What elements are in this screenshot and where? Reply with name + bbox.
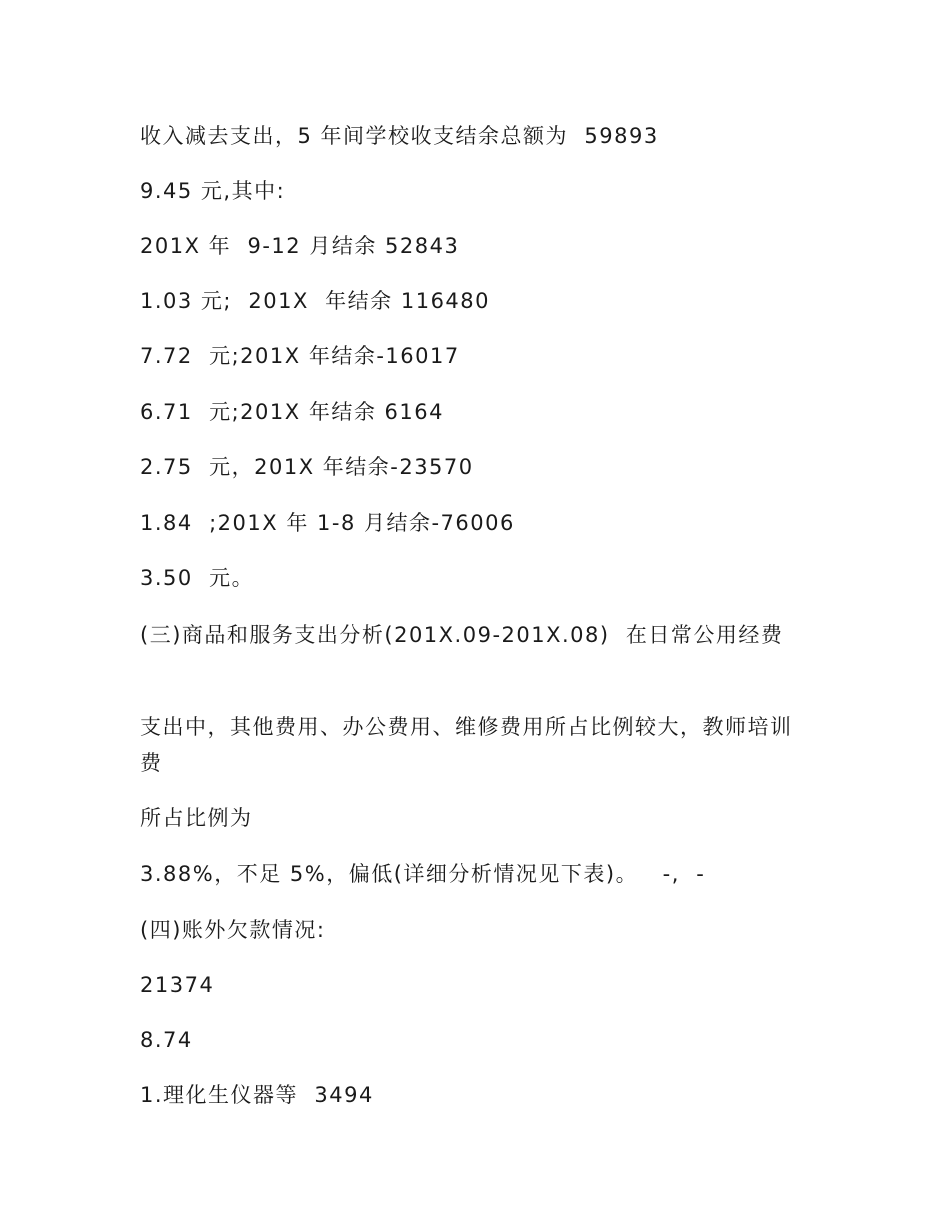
text-line: 所占比例为: [140, 806, 253, 830]
text-line: 3.50 元。: [140, 566, 255, 590]
text-line: 6.71 元;201X 年结余 6164: [140, 400, 444, 424]
text-line: 1.03 元; 201X 年结余 116480: [140, 289, 491, 313]
text-line: 21374: [140, 973, 215, 997]
text-line: 支出中，其他费用、办公费用、维修费用所占比例较大，教师培训费: [140, 715, 793, 775]
text-line: 8.74: [140, 1028, 193, 1052]
text-line: 201X 年 9-12 月结余 52843: [140, 234, 460, 258]
section-heading-three: (三)商品和服务支出分析(201X.09-201X.08) 在日常公用经费: [140, 623, 784, 647]
text-line: 1.理化生仪器等 3494: [140, 1083, 374, 1107]
text-line: 7.72 元;201X 年结余-16017: [140, 344, 460, 368]
text-line: 1.84 ;201X 年 1-8 月结余-76006: [140, 511, 515, 535]
text-line: 2.75 元，201X 年结余-23570: [140, 455, 474, 479]
text-line: 3.88%，不足 5%，偏低(详细分析情况见下表)。 -, -: [140, 862, 706, 886]
text-line: 收入减去支出，5 年间学校收支结余总额为 59893: [140, 124, 659, 148]
text-line: 9.45 元,其中:: [140, 179, 286, 203]
section-heading-four: (四)账外欠款情况:: [140, 918, 326, 942]
